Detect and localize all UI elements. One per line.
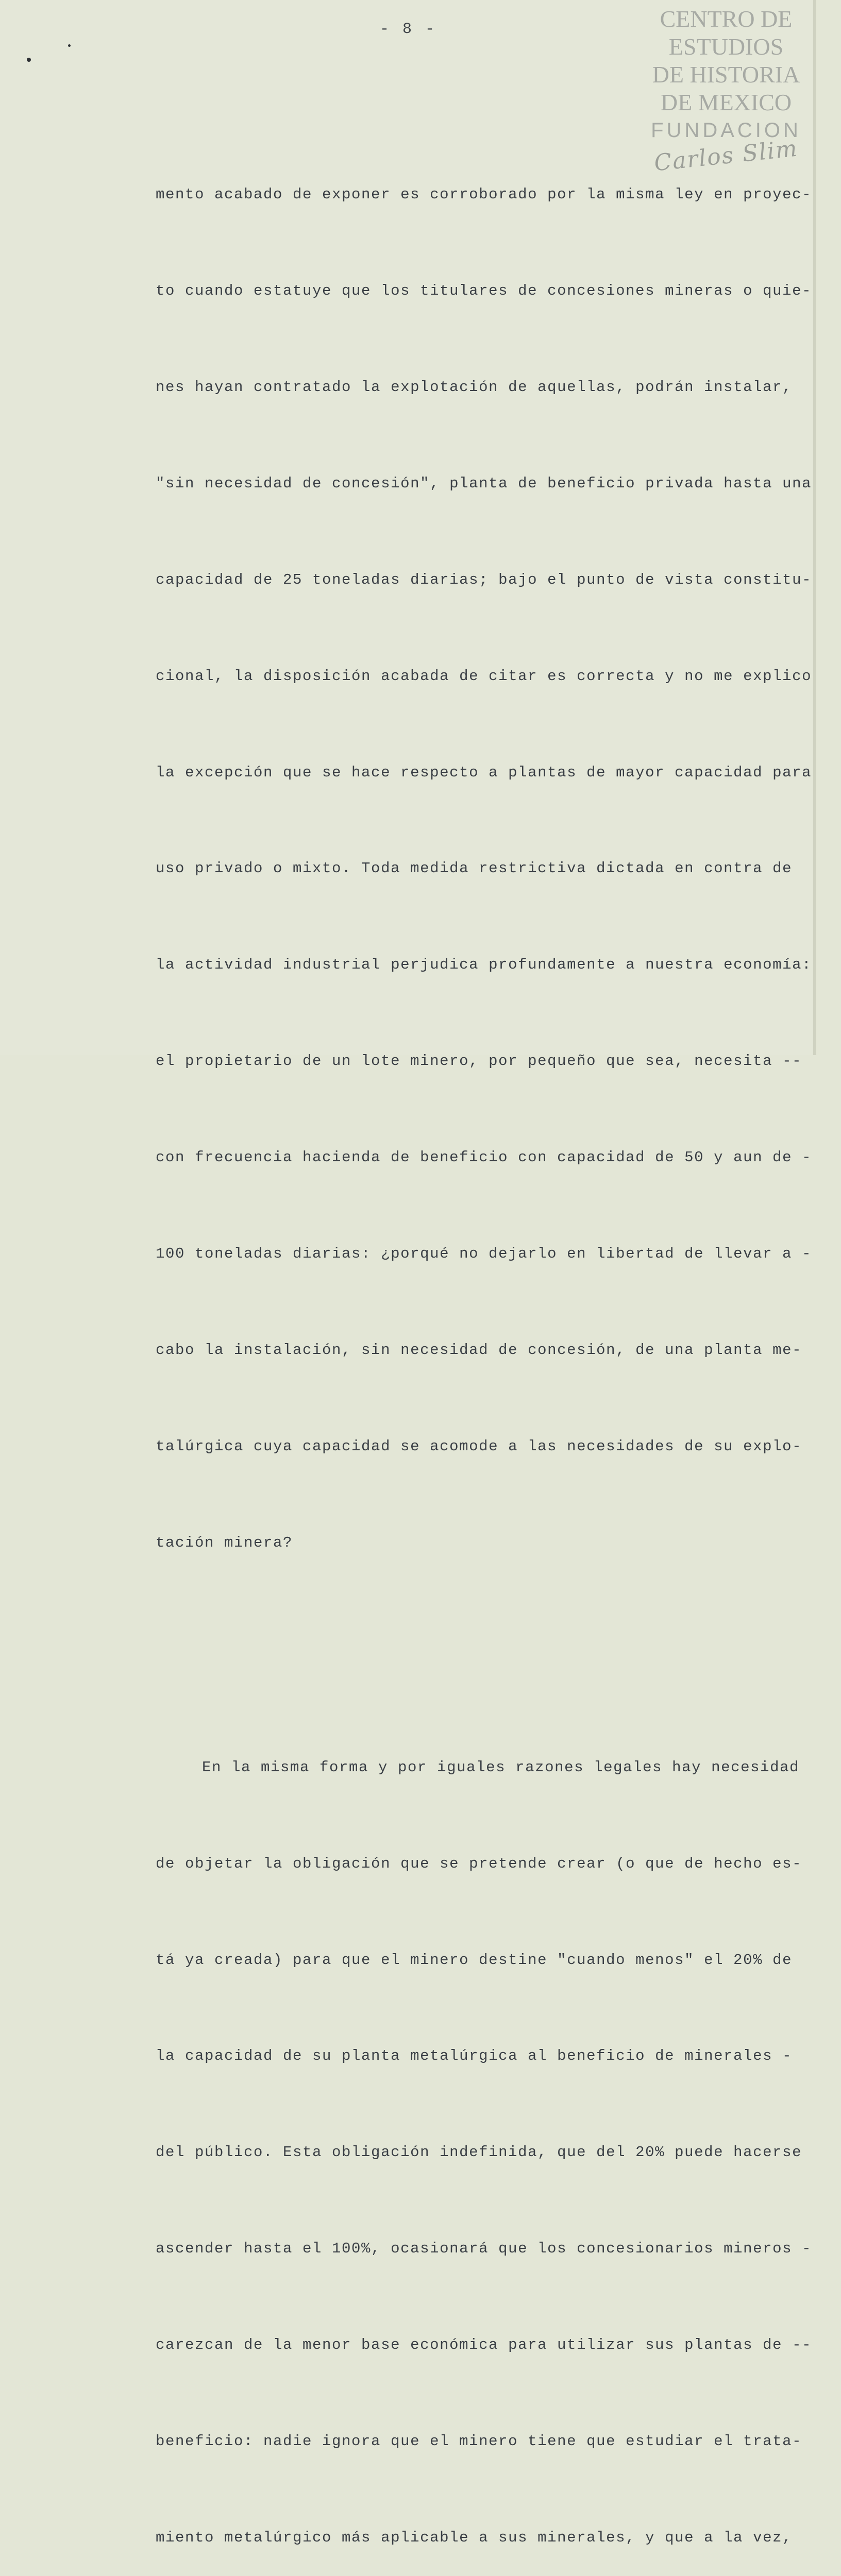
- text-line: con frecuencia hacienda de beneficio con capacidad de 50 y aun de -: [156, 1149, 812, 1166]
- text-line: cabo la instalación, sin necesidad de concesión, de una planta me-: [156, 1341, 802, 1359]
- text-line: capacidad de 25 toneladas diarias; bajo el punto de vista constitu-: [156, 571, 812, 588]
- text-line: "sin necesidad de concesión", planta de beneficio privada hasta una: [156, 474, 812, 492]
- text-line: miento metalúrgico más aplicable a sus minerales, y que a la vez,: [156, 2529, 793, 2546]
- text-line: nes hayan contratado la explotación de aquellas, podrán instalar,: [156, 378, 793, 396]
- stamp-line: FUNDACION: [651, 119, 801, 142]
- text-line: cional, la disposición acabada de citar es correcta y no me explico: [156, 667, 812, 685]
- ink-speck: [27, 58, 31, 62]
- text-line: uso privado o mixto. Toda medida restrictiva dictada en contra de: [156, 860, 793, 877]
- text-line: la excepción que se hace respecto a plantas de mayor capacidad para: [156, 764, 812, 781]
- text-line: la capacidad de su planta metalúrgica al beneficio de minerales -: [156, 2047, 793, 2065]
- text-line: En la misma forma y por iguales razones legales hay necesidad: [202, 1758, 800, 1776]
- stamp-line: CENTRO DE: [660, 6, 793, 32]
- ink-speck: [68, 44, 71, 47]
- text-line: to cuando estatuye que los titulares de concesiones mineras o quie-: [156, 282, 812, 300]
- paragraph-2: [156, 1687, 812, 2576]
- body-text: [156, 50, 812, 2576]
- text-line: el propietario de un lote minero, por pequeño que sea, necesita --: [156, 1053, 802, 1070]
- text-line: mento acabado de exponer es corroborado por la misma ley en proyec-: [156, 186, 812, 204]
- text-line: 100 toneladas diarias: ¿porqué no dejarlo en libertad de llevar a -: [156, 1245, 812, 1262]
- text-line: talúrgica cuya capacidad se acomode a las necesidades de su explo-: [156, 1437, 802, 1455]
- text-line: tación minera?: [156, 1534, 293, 1551]
- paragraph-1: [156, 115, 812, 1623]
- stamp-line: ESTUDIOS: [668, 33, 784, 60]
- page-number: - 8 -: [379, 21, 436, 38]
- page-edge: [813, 0, 816, 1055]
- text-line: del público. Esta obligación indefinida, que del 20% puede hacerse: [156, 2144, 802, 2161]
- stamp-line: DE HISTORIA: [652, 61, 800, 88]
- text-line: de objetar la obligación que se pretende crear (o que de hecho es-: [156, 1855, 802, 1872]
- text-line: la actividad industrial perjudica profundamente a nuestra economía:: [156, 956, 812, 974]
- text-line: beneficio: nadie ignora que el minero tiene que estudiar el trata-: [156, 2432, 802, 2450]
- text-line: ascender hasta el 100%, ocasionará que los concesionarios mineros -: [156, 2240, 812, 2258]
- text-line: tá ya creada) para que el minero destine "cuando menos" el 20% de: [156, 1951, 793, 1969]
- stamp-line: DE MEXICO: [660, 89, 792, 115]
- text-line: carezcan de la menor base económica para utilizar sus plantas de --: [156, 2336, 812, 2354]
- stamp-signature: Carlos Slim: [653, 135, 799, 177]
